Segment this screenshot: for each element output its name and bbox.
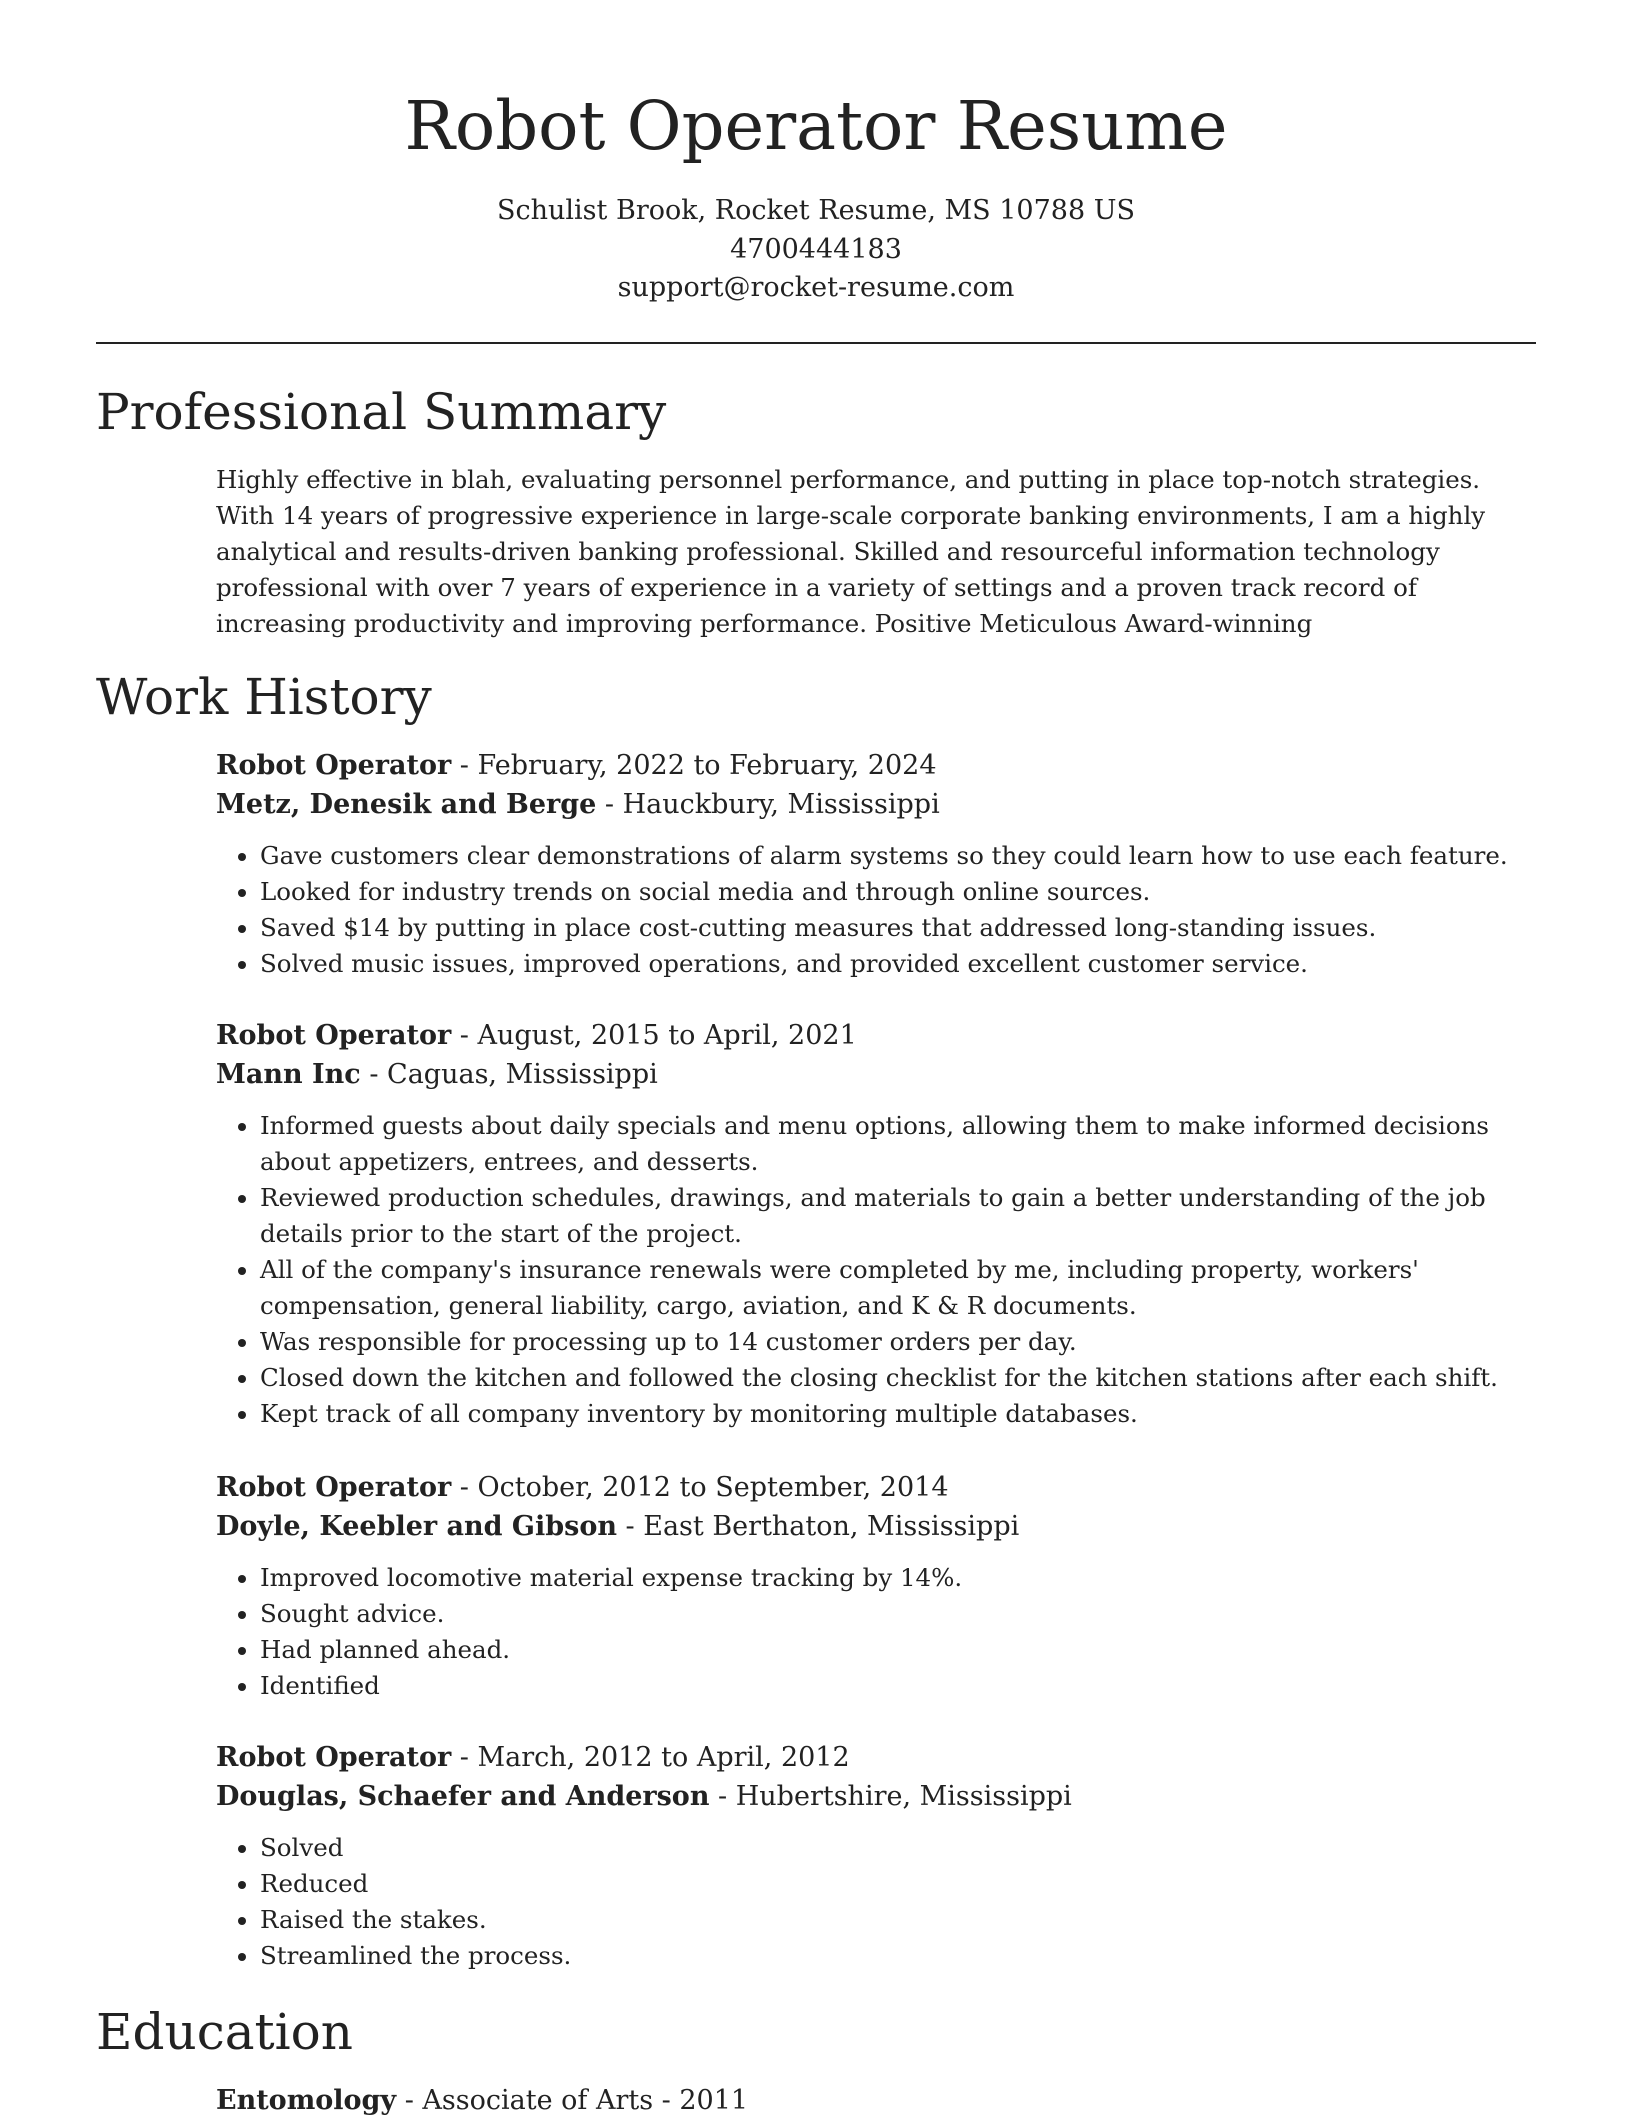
education-field: Entomology bbox=[216, 2085, 397, 2116]
job-bullet: • Closed down the kitchen and followed the closing checklist for the kitchen stations after each shift. bbox=[260, 1360, 1536, 1396]
job-bullet: • Was responsible for processing up to 14 customer orders per day. bbox=[260, 1324, 1536, 1360]
summary-text: Highly effective in blah, evaluating personnel performance, and putting in place top-notch strategies. With 14 years of progressive experience in large-scale corporate banking environments, I am a highly analytical and results-driven banking professional. Skilled and resourceful information technology professional with over 7 years of experience in a variety of settings and a proven track record of increasing productivity and improving performance. Positive Meticulous Award-winning bbox=[216, 465, 1486, 638]
job-bullet: • Saved $14 by putting in place cost-cutting measures that addressed long-standing issues. bbox=[260, 910, 1536, 946]
job-bullet: • Streamlined the process. bbox=[260, 1938, 1536, 1974]
education-heading: Education bbox=[96, 2003, 353, 2061]
job-entry bbox=[216, 1738, 1536, 1974]
job-bullet: • Identified bbox=[260, 1668, 1536, 1704]
contact-phone: 4700444183 bbox=[730, 233, 902, 265]
job-bullet: • Had planned ahead. bbox=[260, 1632, 1536, 1668]
job-entry bbox=[216, 1016, 1536, 1432]
job-title-line bbox=[216, 1738, 1536, 1777]
job-dates: - February, 2022 to February, 2024 bbox=[451, 750, 937, 781]
job-company-line bbox=[216, 785, 1536, 824]
job-bullet: • Looked for industry trends on social media and through online sources. bbox=[260, 874, 1536, 910]
job-company: Doyle, Keebler and Gibson bbox=[216, 1511, 617, 1542]
job-bullets bbox=[216, 1108, 1536, 1432]
education-detail: - Associate of Arts - 2011 bbox=[396, 2085, 749, 2116]
contact-info bbox=[0, 192, 1632, 308]
job-bullet: • Informed guests about daily specials and menu options, allowing them to make informed decisions about appetizers, entrees, and desserts. bbox=[260, 1108, 1536, 1180]
job-entry bbox=[216, 1468, 1536, 1704]
job-bullet: • Reviewed production schedules, drawings, and materials to gain a better understanding of the job details prior to the start of the project. bbox=[260, 1180, 1536, 1252]
job-location: - Caguas, Mississippi bbox=[360, 1059, 658, 1090]
job-bullet: • Improved locomotive material expense tracking by 14%. bbox=[260, 1560, 1536, 1596]
job-location: - Hubertshire, Mississippi bbox=[709, 1781, 1072, 1812]
resume-title: Robot Operator Resume bbox=[404, 87, 1228, 165]
job-entry bbox=[216, 746, 1536, 982]
job-bullet: • Reduced bbox=[260, 1866, 1536, 1902]
job-bullet: • Raised the stakes. bbox=[260, 1902, 1536, 1938]
job-company: Metz, Denesik and Berge bbox=[216, 789, 597, 820]
job-company-line bbox=[216, 1777, 1536, 1816]
header-divider bbox=[96, 342, 1536, 344]
job-bullet: • Solved bbox=[260, 1830, 1536, 1866]
job-title: Robot Operator bbox=[216, 1742, 452, 1773]
job-bullets bbox=[216, 1830, 1536, 1974]
job-title: Robot Operator bbox=[216, 750, 452, 781]
contact-address: Schulist Brook, Rocket Resume, MS 10788 US bbox=[497, 195, 1135, 226]
job-dates: - August, 2015 to April, 2021 bbox=[451, 1020, 857, 1051]
job-company-line bbox=[216, 1507, 1536, 1546]
job-title: Robot Operator bbox=[216, 1472, 452, 1503]
job-bullet: • All of the company's insurance renewals were completed by me, including property, workers' compensation, general liability, cargo, aviation, and K & R documents. bbox=[260, 1252, 1536, 1324]
job-title: Robot Operator bbox=[216, 1020, 452, 1051]
job-company: Douglas, Schaefer and Anderson bbox=[216, 1781, 710, 1812]
job-title-line bbox=[216, 746, 1536, 785]
job-location: - Hauckbury, Mississippi bbox=[596, 789, 940, 820]
job-title-line bbox=[216, 1468, 1536, 1507]
job-company-line bbox=[216, 1055, 1536, 1094]
job-bullet: • Sought advice. bbox=[260, 1596, 1536, 1632]
job-bullet: • Gave customers clear demonstrations of alarm systems so they could learn how to use each feature. bbox=[260, 838, 1536, 874]
education-entry bbox=[216, 2081, 748, 2120]
job-location: - East Berthaton, Mississippi bbox=[616, 1511, 1020, 1542]
job-bullets bbox=[216, 838, 1536, 982]
job-bullet: • Solved music issues, improved operations, and provided excellent customer service. bbox=[260, 946, 1536, 982]
job-title-line bbox=[216, 1016, 1536, 1055]
summary-heading: Professional Summary bbox=[96, 383, 667, 441]
resume-header bbox=[0, 78, 1632, 308]
work-history-heading: Work History bbox=[96, 668, 432, 726]
job-dates: - October, 2012 to September, 2014 bbox=[451, 1472, 949, 1503]
job-bullets bbox=[216, 1560, 1536, 1704]
job-dates: - March, 2012 to April, 2012 bbox=[451, 1742, 850, 1773]
job-company: Mann Inc bbox=[216, 1059, 361, 1090]
job-bullet: • Kept track of all company inventory by monitoring multiple databases. bbox=[260, 1396, 1536, 1432]
contact-email: support@rocket-resume.com bbox=[617, 272, 1015, 303]
